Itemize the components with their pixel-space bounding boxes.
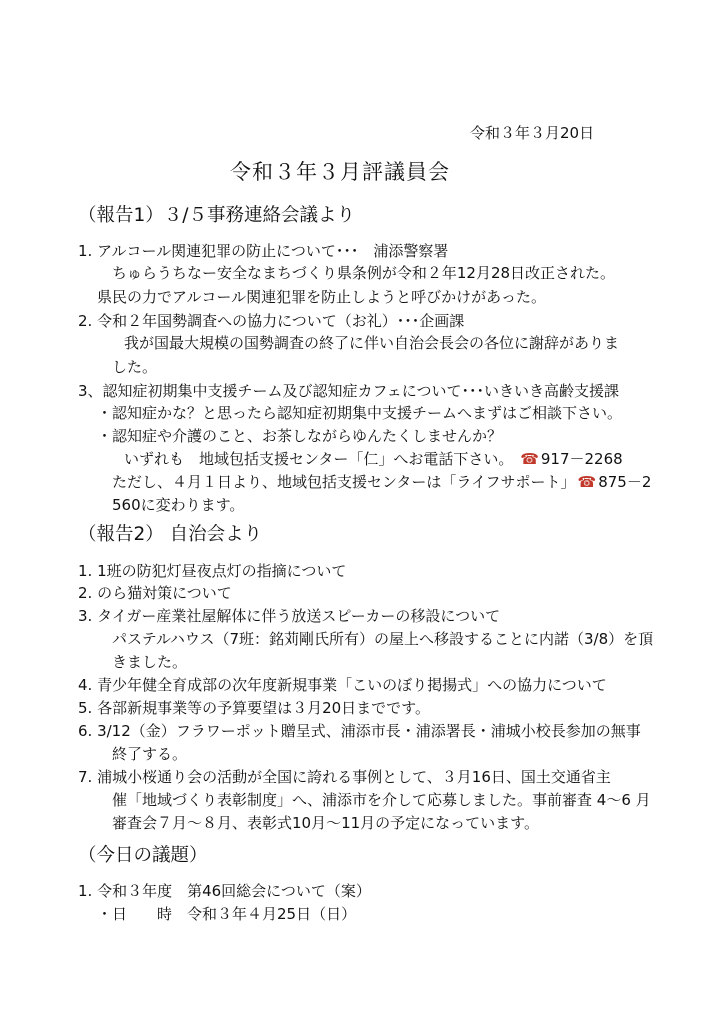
report2-item7-cont2: 審査会７月～８月、表彰式10月～11月の予定になっています。 [112, 814, 539, 832]
report2-item3-body: パステルハウス（7班：銘苅剛氏所有）の屋上へ移設することに内諾（3/8）を頂 [112, 630, 654, 648]
phone-number-2: 875－2 [598, 473, 652, 491]
report1-item1-body: ちゅらうちなー安全なまちづくり県条例が令和２年12月28日改正された。 [112, 264, 616, 282]
report2-item4: 4. 青少年健全育成部の次年度新規事業「こいのぼり掲揚式」への協力について [78, 676, 607, 694]
report1-item2-title: 2. 令和２年国勢調査への協力について（お礼）･･･企画課 [78, 312, 465, 330]
report2-item5: 5. 各部新規事業等の予算要望は３月20日までです。 [78, 699, 430, 717]
report1-item3-bullet1: ・認知症かな？と思ったら認知症初期集中支援チームへまずはご相談下さい。 [97, 404, 623, 422]
report2-heading: （報告2） 自治会より [78, 524, 263, 545]
report1-item3-contact [124, 448, 623, 470]
phone-icon: ☎ [577, 473, 597, 491]
report1-item1-title: 1. アルコール関連犯罪の防止について･･･ 浦添警察署 [78, 242, 449, 260]
report2-item1: 1. 1班の防犯灯昼夜点灯の指摘について [78, 562, 347, 580]
contact-text: いずれも 地域包括支援センター「仁」へお電話下さい。 [124, 450, 514, 468]
document-date: 令和３年３月20日 [470, 124, 595, 142]
report1-item1-body-cont: 県民の力でアルコール関連犯罪を防止しようと呼びかけがあった。 [97, 288, 546, 306]
report2-item3-title: 3. タイガー産業社屋解体に伴う放送スピーカーの移設について [78, 607, 501, 625]
report1-item3-change [112, 471, 651, 493]
phone-icon: ☎ [520, 450, 539, 468]
report2-item7-cont1: 催「地域づくり表彰制度」へ、浦添市を介して応募しました。事前審査 4～6 月 [112, 791, 651, 809]
report1-item3-change-cont: 560に変わります。 [112, 496, 245, 514]
report1-item3-title: 3、認知症初期集中支援チーム及び認知症カフェについて･･･いきいき高齢支援課 [78, 382, 619, 400]
report2-item7: 7. 浦城小桜通り会の活動が全国に誇れる事例として、３月16日、国土交通省主 [78, 768, 611, 786]
report1-item2-body: 我が国最大規模の国勢調査の終了に伴い自治会長会の各位に謝辞がありま [124, 334, 620, 352]
phone-number-1: 917－2268 [540, 450, 623, 468]
report1-item3-bullet2: ・認知症や介護のこと、お茶しながらゆんたくしませんか？ [97, 427, 503, 445]
report1-heading: （報告1）３/５事務連絡会議より [78, 205, 356, 226]
report1-item2-body-cont: した。 [112, 358, 158, 376]
report2-item3-body-cont: きました。 [112, 653, 188, 671]
report2-item6: 6. 3/12（金）フラワーポット贈呈式、浦添市長・浦添署長・浦城小校長参加の無事 [78, 722, 641, 740]
agenda-item1-title: 1. 令和３年度 第46回総会について（案） [78, 882, 371, 900]
report2-item6-cont: 終了する。 [112, 745, 188, 763]
change-text: ただし、４月１日より、地域包括支援センターは「ライフサポート」 [112, 473, 576, 491]
agenda-item1-detail: ・日 時 令和３年４月25日（日） [97, 905, 357, 923]
agenda-heading: （今日の議題） [78, 845, 208, 866]
report2-item2: 2. のら猫対策について [78, 584, 232, 602]
document-title: 令和３年３月評議員会 [230, 160, 450, 184]
